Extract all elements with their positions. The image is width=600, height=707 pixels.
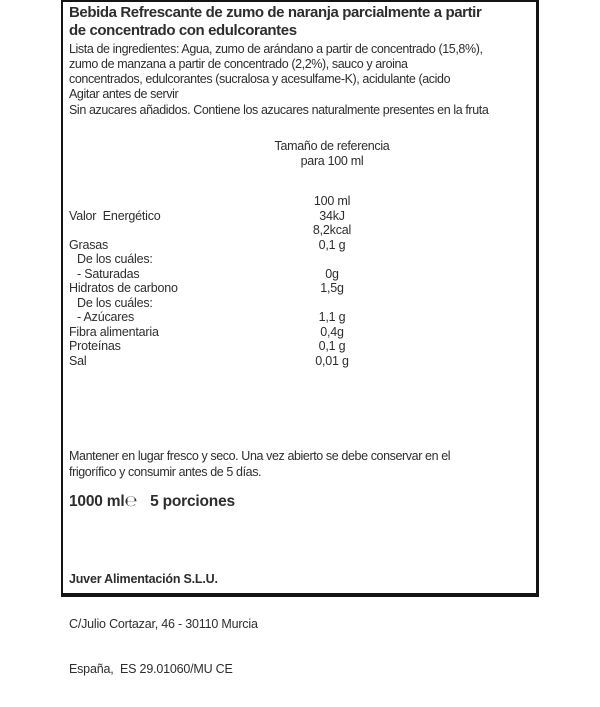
nutrition-row-of-which-fat	[69, 252, 530, 267]
nutrition-row-fibre	[69, 325, 530, 340]
net-quantity-line	[69, 492, 235, 511]
label-body-text	[69, 42, 532, 118]
nutrition-value: 0,1 g	[318, 339, 346, 353]
nutrition-table	[69, 194, 530, 368]
net-quantity: 1000 ml	[69, 493, 125, 510]
servings-count: 5 porciones	[150, 493, 235, 510]
ingredients-line1: Lista de ingredientes: Agua, zumo de arándano a partir de concentrado (15,8%),	[69, 42, 483, 56]
nutrition-reference-header	[252, 139, 412, 169]
reference-title: Tamaño de referencia	[274, 139, 390, 153]
sugar-note: Sin azucares añadidos. Contiene los azucares naturalmente presentes en la fruta	[69, 103, 489, 117]
estimated-sign-icon: ℮	[124, 492, 138, 510]
nutrition-row-sugars	[69, 310, 530, 325]
nutrition-column-header: 100 ml	[313, 194, 351, 208]
ingredients-line3: concentrados, edulcorantes (sucralosa y acesulfame-K), acidulante (acido	[69, 72, 451, 86]
nutrition-label: De los cuáles:	[77, 295, 153, 310]
nutrition-label: Sal	[69, 353, 87, 368]
nutrition-label: Hidratos de carbono	[69, 281, 178, 295]
nutrition-value: 8,2kcal	[312, 223, 352, 237]
nutrition-value: 0,1 g	[318, 237, 346, 252]
reference-subtitle: para 100 ml	[300, 154, 364, 168]
product-label-panel	[61, 0, 539, 676]
nutrition-label: Valor Energético	[69, 208, 161, 223]
manufacturer-address: C/Julio Cortazar, 46 - 30110 Murcia	[69, 617, 258, 631]
nutrition-label: De los cuáles:	[77, 252, 153, 266]
product-title-line2: de concentrado con edulcorantes	[69, 21, 297, 39]
nutrition-value: 1,5g	[320, 281, 344, 295]
manufacturer-block	[69, 542, 532, 707]
nutrition-value: 1,1 g	[318, 310, 346, 324]
nutrition-row-energy	[69, 209, 530, 224]
nutrition-label: Proteínas	[69, 339, 121, 353]
nutrition-label: Fibra alimentaria	[69, 324, 159, 339]
usage-note: Agitar antes de servir	[69, 87, 179, 101]
nutrition-row-fat	[69, 238, 530, 253]
nutrition-label: - Azúcares	[77, 310, 135, 324]
storage-line2: frigorífico y consumir antes de 5 días.	[69, 464, 262, 479]
nutrition-value: 0,01 g	[315, 353, 349, 368]
manufacturer-registry: España, ES 29.01060/MU CE	[69, 662, 233, 676]
nutrition-row-saturates	[69, 267, 530, 282]
nutrition-row-of-which-carb	[69, 296, 530, 311]
nutrition-row-carbohydrate	[69, 281, 530, 296]
storage-line1: Mantener en lugar fresco y seco. Una vez abierto se debe conservar en el	[69, 449, 451, 463]
nutrition-column-header-row	[69, 194, 530, 209]
nutrition-value: 0,4g	[320, 324, 344, 339]
nutrition-label: Grasas	[69, 237, 109, 252]
nutrition-row-salt	[69, 354, 530, 369]
nutrition-row-energy-kcal	[69, 223, 530, 238]
product-title	[69, 4, 532, 39]
ingredients-line2: zumo de manzana a partir de concentrado (2,2%), sauco y aroina	[69, 57, 408, 71]
nutrition-value: 0g	[325, 266, 339, 281]
nutrition-value: 34kJ	[319, 208, 345, 223]
product-title-line1: Bebida Refrescante de zumo de naranja parcialmente a partir	[69, 4, 482, 21]
storage-instructions	[69, 449, 532, 480]
nutrition-label: - Saturadas	[77, 266, 140, 281]
manufacturer-name: Juver Alimentación S.L.U.	[69, 572, 218, 586]
nutrition-row-protein	[69, 339, 530, 354]
